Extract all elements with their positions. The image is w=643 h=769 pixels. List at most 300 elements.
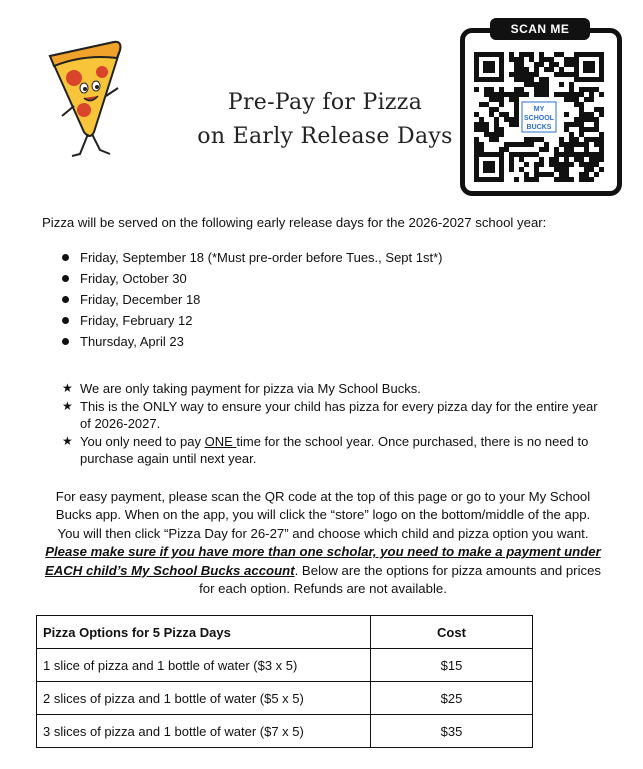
qr-module <box>519 152 524 157</box>
qr-module <box>569 142 574 147</box>
qr-module <box>559 142 564 147</box>
qr-module <box>524 67 529 72</box>
qr-module <box>534 162 539 167</box>
qr-module <box>519 157 524 162</box>
qr-module <box>574 102 579 107</box>
pizza-options-table <box>36 615 533 748</box>
list-item: Friday, October 30 <box>62 271 442 292</box>
qr-module <box>589 112 594 117</box>
qr-module <box>514 102 519 107</box>
qr-module <box>589 167 594 172</box>
qr-module <box>479 122 484 127</box>
qr-module <box>494 132 499 137</box>
qr-module <box>534 72 539 77</box>
qr-module <box>514 152 519 157</box>
bullet-icon <box>62 296 69 303</box>
qr-module <box>579 102 584 107</box>
qr-module <box>599 147 604 152</box>
qr-module <box>499 147 504 152</box>
qr-module <box>514 77 519 82</box>
qr-module <box>559 137 564 142</box>
qr-module <box>509 72 514 77</box>
qr-module <box>564 57 569 62</box>
qr-module <box>554 52 559 57</box>
qr-module <box>599 112 604 117</box>
qr-module <box>574 92 579 97</box>
qr-module <box>569 152 574 157</box>
qr-module <box>479 127 484 132</box>
qr-module <box>589 152 594 157</box>
qr-module <box>509 157 514 162</box>
qr-module <box>504 147 509 152</box>
qr-module <box>509 122 514 127</box>
qr-module <box>564 92 569 97</box>
qr-module <box>529 77 534 82</box>
qr-module <box>474 112 479 117</box>
qr-module <box>579 162 584 167</box>
pizza-dates-list <box>62 250 442 355</box>
star-icon: ★ <box>62 381 73 395</box>
qr-module <box>579 132 584 137</box>
qr-module <box>479 102 484 107</box>
qr-module <box>529 57 534 62</box>
qr-module <box>599 107 604 112</box>
qr-module <box>554 72 559 77</box>
qr-module <box>539 162 544 167</box>
qr-module <box>544 142 549 147</box>
qr-module <box>554 147 559 152</box>
qr-module <box>489 137 494 142</box>
option-cell: 2 slices of pizza and 1 bottle of water ($5 x 5) <box>37 682 371 715</box>
qr-module <box>519 142 524 147</box>
qr-module <box>589 117 594 122</box>
qr-module <box>534 82 539 87</box>
page-title <box>180 86 470 154</box>
qr-module <box>499 97 504 102</box>
qr-module <box>474 127 479 132</box>
list-item: Friday, December 18 <box>62 292 442 313</box>
qr-module <box>494 117 499 122</box>
qr-module <box>479 147 484 152</box>
qr-module <box>584 127 589 132</box>
qr-module <box>564 177 569 182</box>
qr-module <box>589 137 594 142</box>
qr-module <box>574 142 579 147</box>
qr-module <box>594 137 599 142</box>
qr-module <box>564 72 569 77</box>
qr-module <box>589 127 594 132</box>
qr-module <box>549 172 554 177</box>
qr-module <box>529 52 534 57</box>
qr-module <box>579 177 584 182</box>
list-item: Friday, September 18 (*Must pre-order before Tues., Sept 1st*) <box>62 250 442 271</box>
qr-module <box>549 62 554 67</box>
qr-module <box>509 162 514 167</box>
qr-module <box>514 122 519 127</box>
qr-module <box>569 92 574 97</box>
qr-module <box>534 172 539 177</box>
qr-module <box>514 92 519 97</box>
qr-module <box>479 117 484 122</box>
qr-module <box>569 72 574 77</box>
qr-module <box>569 97 574 102</box>
list-item: ★ You only need to pay ONE time for the school year. Once purchased, there is no need to purchase again until next year. <box>62 434 589 466</box>
qr-module <box>484 127 489 132</box>
qr-module <box>554 177 559 182</box>
important-notice: Please make sure if you have more than one scholar, you need to make a payment under EACH child’s My School Bucks account <box>44 544 601 578</box>
qr-module <box>519 67 524 72</box>
qr-module <box>539 57 544 62</box>
qr-module <box>544 172 549 177</box>
qr-module <box>489 92 494 97</box>
intro-text: Pizza will be served on the following early release days for the 2026-2027 school year: <box>42 215 547 230</box>
qr-module <box>484 92 489 97</box>
qr-module <box>504 117 509 122</box>
qr-module <box>539 92 544 97</box>
qr-module <box>574 137 579 142</box>
qr-module <box>574 117 579 122</box>
qr-module <box>484 132 489 137</box>
qr-module <box>574 157 579 162</box>
qr-module <box>564 167 569 172</box>
qr-module <box>584 147 589 152</box>
bullet-icon <box>62 254 69 261</box>
qr-module <box>479 142 484 147</box>
qr-module <box>509 142 514 147</box>
qr-module <box>564 157 569 162</box>
qr-module <box>584 162 589 167</box>
qr-module <box>564 152 569 157</box>
qr-module <box>569 147 574 152</box>
list-item: ★ We are only taking payment for pizza via My School Bucks. <box>62 381 421 396</box>
qr-module <box>549 162 554 167</box>
qr-module <box>599 92 604 97</box>
qr-module <box>569 177 574 182</box>
qr-module <box>499 127 504 132</box>
qr-module <box>549 67 554 72</box>
qr-module <box>489 107 494 112</box>
qr-module <box>499 112 504 117</box>
qr-module <box>594 107 599 112</box>
qr-module <box>589 177 594 182</box>
qr-module <box>559 72 564 77</box>
qr-logo-line-1: MY <box>533 106 545 113</box>
column-header-cost: Cost <box>371 616 533 649</box>
list-item: Friday, February 12 <box>62 313 442 334</box>
cost-cell: $35 <box>371 715 533 748</box>
qr-module <box>544 82 549 87</box>
qr-module <box>494 137 499 142</box>
qr-module <box>504 92 509 97</box>
qr-module <box>519 57 524 62</box>
instructions-paragraph: For easy payment, please scan the QR code at the top of this page or go to your My School Bucks app. When on the app, you will click the “store” logo on the bottom/middle of the app. You will then click “Pizza Day for 26-27” and choose which child and pizza option you want. Please make sure if you have more than one scholar, you need to make a payment under EACH child’s My School Bucks account. Below are the options for pizza amounts and prices for each option. Refunds are not available. <box>44 489 602 597</box>
qr-module <box>564 127 569 132</box>
qr-module <box>484 87 489 92</box>
qr-module <box>539 157 544 162</box>
qr-module <box>529 72 534 77</box>
qr-module <box>534 87 539 92</box>
qr-module <box>539 172 544 177</box>
qr-module <box>514 112 519 117</box>
qr-module <box>574 97 579 102</box>
qr-module <box>524 92 529 97</box>
scan-me-label: SCAN ME <box>490 18 590 40</box>
qr-module <box>524 142 529 147</box>
qr-module <box>519 62 524 67</box>
qr-module <box>584 112 589 117</box>
qr-module <box>509 97 514 102</box>
bullet-icon <box>62 338 69 345</box>
qr-module <box>514 87 519 92</box>
qr-module <box>579 172 584 177</box>
star-icon: ★ <box>62 434 73 448</box>
qr-module <box>564 147 569 152</box>
qr-module <box>549 57 554 62</box>
qr-module <box>529 137 534 142</box>
qr-module <box>524 52 529 57</box>
qr-module <box>584 167 589 172</box>
qr-module <box>514 142 519 147</box>
qr-module <box>559 172 564 177</box>
qr-module <box>509 57 514 62</box>
qr-module <box>524 177 529 182</box>
qr-module <box>519 77 524 82</box>
qr-module <box>579 112 584 117</box>
table-header-row <box>37 616 533 649</box>
qr-module <box>474 87 479 92</box>
qr-module <box>564 142 569 147</box>
qr-module <box>559 162 564 167</box>
list-item: ★ This is the ONLY way to ensure your child has pizza for every pizza day for the entire year of 2026-2027. <box>62 399 598 431</box>
qr-module <box>569 57 574 62</box>
qr-module <box>594 122 599 127</box>
qr-module <box>534 152 539 157</box>
qr-module <box>534 137 539 142</box>
qr-module <box>494 107 499 112</box>
qr-module <box>509 117 514 122</box>
qr-module <box>514 117 519 122</box>
qr-module <box>499 87 504 92</box>
table-row <box>37 649 533 682</box>
qr-module <box>494 97 499 102</box>
qr-logo-line-2: SCHOOL <box>524 115 554 122</box>
qr-module <box>589 92 594 97</box>
qr-module <box>589 162 594 167</box>
qr-module <box>539 147 544 152</box>
qr-module <box>589 157 594 162</box>
qr-code-icon[interactable] <box>472 50 606 184</box>
qr-module <box>484 122 489 127</box>
qr-module <box>559 167 564 172</box>
qr-module <box>594 152 599 157</box>
qr-module <box>534 67 539 72</box>
qr-module <box>599 152 604 157</box>
qr-module <box>544 147 549 152</box>
qr-module <box>514 57 519 62</box>
qr-module <box>569 82 574 87</box>
qr-module <box>489 97 494 102</box>
qr-module <box>579 92 584 97</box>
qr-module <box>529 152 534 157</box>
qr-logo-line-3: BUCKS <box>526 124 552 131</box>
qr-module <box>599 157 604 162</box>
title-line-2: on Early Release Days <box>197 124 453 149</box>
emphasis-one: ONE <box>204 434 237 449</box>
qr-module <box>569 132 574 137</box>
option-cell: 3 slices of pizza and 1 bottle of water ($7 x 5) <box>37 715 371 748</box>
qr-module <box>579 142 584 147</box>
qr-module <box>489 132 494 137</box>
qr-module <box>519 52 524 57</box>
qr-module <box>524 172 529 177</box>
table-row <box>37 682 533 715</box>
qr-module <box>514 97 519 102</box>
qr-module <box>509 92 514 97</box>
qr-module <box>519 167 524 172</box>
qr-module <box>579 87 584 92</box>
qr-module <box>589 97 594 102</box>
qr-module <box>544 92 549 97</box>
qr-module <box>564 97 569 102</box>
list-item: Thursday, April 23 <box>62 334 442 355</box>
table-row <box>37 715 533 748</box>
title-line-1: Pre-Pay for Pizza <box>227 90 423 115</box>
qr-module <box>579 127 584 132</box>
qr-module <box>579 157 584 162</box>
qr-module <box>564 62 569 67</box>
qr-module <box>524 137 529 142</box>
cost-cell: $15 <box>371 649 533 682</box>
pizza-slice-mascot-icon <box>44 36 144 166</box>
qr-module <box>474 122 479 127</box>
qr-module <box>554 167 559 172</box>
cost-cell: $25 <box>371 682 533 715</box>
qr-module <box>559 67 564 72</box>
qr-module <box>534 167 539 172</box>
qr-module <box>569 87 574 92</box>
qr-module <box>499 132 504 137</box>
qr-module <box>474 137 479 142</box>
column-header-option: Pizza Options for 5 Pizza Days <box>37 616 371 649</box>
qr-module <box>519 87 524 92</box>
qr-module <box>554 157 559 162</box>
qr-module <box>584 117 589 122</box>
qr-module <box>539 82 544 87</box>
qr-module <box>504 112 509 117</box>
qr-module <box>594 172 599 177</box>
qr-module <box>544 67 549 72</box>
qr-module <box>584 177 589 182</box>
qr-module <box>494 127 499 132</box>
qr-module <box>524 152 529 157</box>
qr-module <box>599 142 604 147</box>
qr-module <box>494 92 499 97</box>
qr-module <box>524 162 529 167</box>
qr-module <box>539 87 544 92</box>
qr-module <box>509 167 514 172</box>
qr-module <box>539 77 544 82</box>
qr-module <box>564 162 569 167</box>
bullet-icon <box>62 275 69 282</box>
qr-module <box>509 152 514 157</box>
qr-module <box>474 147 479 152</box>
qr-module <box>514 177 519 182</box>
qr-module <box>504 142 509 147</box>
qr-module <box>514 72 519 77</box>
qr-module <box>554 152 559 157</box>
qr-module <box>584 142 589 147</box>
qr-module <box>574 122 579 127</box>
qr-module <box>599 137 604 142</box>
qr-module <box>594 162 599 167</box>
qr-module <box>574 152 579 157</box>
qr-module <box>499 92 504 97</box>
qr-module <box>539 52 544 57</box>
qr-module <box>554 162 559 167</box>
qr-module <box>579 152 584 157</box>
qr-module <box>499 102 504 107</box>
qr-module <box>579 122 584 127</box>
qr-module <box>529 177 534 182</box>
option-cell: 1 slice of pizza and 1 bottle of water ($3 x 5) <box>37 649 371 682</box>
qr-module <box>529 142 534 147</box>
qr-module <box>544 87 549 92</box>
qr-module <box>569 122 574 127</box>
qr-module <box>544 77 549 82</box>
qr-module <box>514 107 519 112</box>
qr-module <box>559 92 564 97</box>
qr-module <box>569 62 574 67</box>
qr-module <box>514 62 519 67</box>
qr-module <box>514 67 519 72</box>
qr-module <box>579 117 584 122</box>
qr-module <box>559 52 564 57</box>
qr-module <box>589 87 594 92</box>
qr-module <box>579 107 584 112</box>
qr-module <box>554 92 559 97</box>
qr-module <box>484 102 489 107</box>
qr-module <box>474 142 479 147</box>
qr-module <box>509 52 514 57</box>
qr-module <box>534 177 539 182</box>
qr-module <box>584 152 589 157</box>
bullet-icon <box>62 317 69 324</box>
qr-module <box>534 62 539 67</box>
qr-module <box>559 177 564 182</box>
star-icon: ★ <box>62 399 73 413</box>
qr-module <box>549 157 554 162</box>
qr-module <box>489 112 494 117</box>
qr-module <box>554 62 559 67</box>
qr-module <box>544 57 549 62</box>
qr-module <box>524 82 529 87</box>
payment-notes-list <box>62 380 610 468</box>
qr-module <box>534 92 539 97</box>
qr-module <box>569 162 574 167</box>
qr-module <box>584 172 589 177</box>
qr-module <box>519 72 524 77</box>
qr-module <box>599 132 604 137</box>
qr-module <box>569 137 574 142</box>
qr-module <box>584 97 589 102</box>
qr-module <box>594 117 599 122</box>
qr-module <box>584 87 589 92</box>
qr-module <box>524 77 529 82</box>
qr-module <box>494 122 499 127</box>
qr-module <box>564 122 569 127</box>
qr-module <box>519 92 524 97</box>
qr-module <box>539 62 544 67</box>
